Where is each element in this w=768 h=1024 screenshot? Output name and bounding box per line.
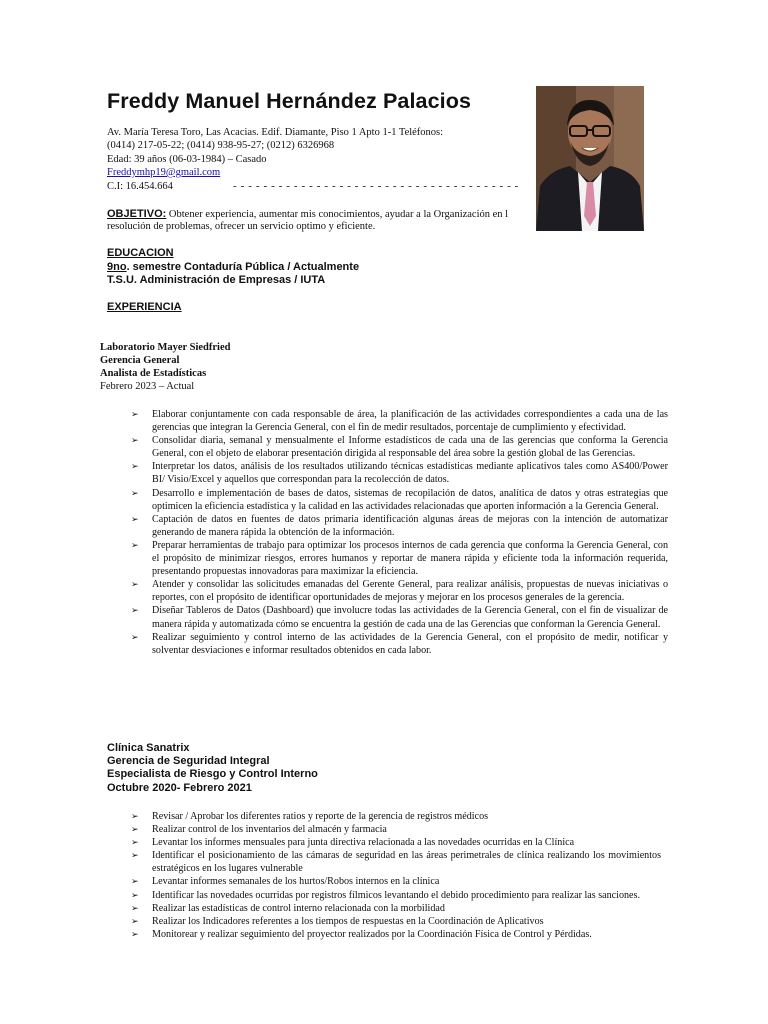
- bullet-arrow-icon: ➢: [131, 513, 139, 524]
- job2-bullet-text: Realizar control de los inventarios del almacén y farmacia: [152, 824, 387, 836]
- bullet-arrow-icon: ➢: [131, 579, 139, 590]
- job1-bullet-item: [131, 539, 668, 578]
- bullet-arrow-icon: ➢: [131, 915, 139, 926]
- ci-line: C.I: 16.454.664: [107, 181, 173, 192]
- experience-heading: EXPERIENCIA: [107, 301, 182, 313]
- bullet-arrow-icon: ➢: [131, 409, 139, 419]
- job2-bullet-item: [131, 902, 661, 915]
- job1-bullet-text: Captación de datos en fuentes de datos primaria identificación algunas áreas de mejoras con la intención de automatizar generando de manera rápida la obtención de la información.: [152, 513, 668, 538]
- job2-bullet-text: Monitorear y realizar seguimiento del proyector realizados por la Coordinación Física de Control y Pérdidas.: [152, 928, 592, 940]
- bullet-arrow-icon: ➢: [131, 837, 139, 848]
- job2-bullet-text: Levantar informes semanales de los hurtos/Robos internos en la clínica: [152, 876, 440, 888]
- education-heading: EDUCACION: [107, 247, 174, 259]
- job1-bullet-item: [131, 487, 668, 513]
- bullet-arrow-icon: ➢: [131, 461, 139, 472]
- job1-bullet-item: [131, 460, 668, 486]
- objective-label: OBJETIVO:: [107, 208, 167, 220]
- job1-role: Analista de Estadísticas: [100, 368, 207, 379]
- job2-bullet-text: Levantar los informes mensuales para junta directiva relacionada a las novedades ocurridas en la Clínica: [152, 837, 575, 849]
- bullet-arrow-icon: ➢: [131, 811, 139, 821]
- candidate-name: Freddy Manuel Hernández Palacios: [107, 89, 472, 113]
- job1-bullet-item: [131, 513, 668, 539]
- objective-text-line2: resolución de problemas, ofrecer un servicio optimo y eficiente.: [107, 221, 376, 232]
- job2-bullet-text: Identificar el posicionamiento de las cámaras de seguridad en las áreas perimetrales de clínica realizando los movimientos estratégicos en los lugares vulnerable: [152, 850, 661, 875]
- job1-department: Gerencia General: [100, 355, 180, 366]
- job2-department: Gerencia de Seguridad Integral: [107, 755, 270, 767]
- job1-bullet-text: Elaborar conjuntamente con cada responsable de área, la planificación de las actividades correspondientes a cada una de las gerencias que integran la Gerencia General, con el fin de medir resultados, porcentaje de cumplimiento y efectividad.: [152, 409, 668, 434]
- job1-bullet-item: [131, 408, 668, 434]
- bullet-arrow-icon: ➢: [131, 876, 139, 887]
- job1-company: Laboratorio Mayer Siedfried: [100, 342, 231, 353]
- education-line-1: [107, 261, 359, 273]
- age-line: Edad: 39 años (06-03-1984) – Casado: [107, 154, 267, 165]
- bullet-arrow-icon: ➢: [131, 824, 139, 835]
- job2-bullet-text: Identificar las novedades ocurridas por registros fílmicos levantando el debido procedimiento para realizar las sanciones.: [152, 889, 640, 901]
- bullet-arrow-icon: ➢: [131, 435, 139, 446]
- objective-line: [107, 208, 527, 221]
- job2-bullet-item: [131, 823, 661, 836]
- job2-bullet-text: Realizar los Indicadores referentes a los tiempos de respuestas en la Coordinación de Aplicativos: [152, 915, 544, 927]
- job1-bullet-text: Consolidar diaria, semanal y mensualmente el Informe estadísticos de cada una de las gerencias que conforma la Gerencia General, con el objeto de elaborar presentación dirigida al responsable del área sobre la gestión global de las Gerencias.: [152, 435, 668, 460]
- job1-bullet-text: Atender y consolidar las solicitudes emanadas del Gerente General, para realizar análisis, propuestas de nuevas iniciativas o reportes, con el propósito de identificar oportunidades de mejoras y mejorar en los procesos generales de la gerencia.: [152, 579, 668, 604]
- phone-line: (0414) 217-05-22; (0414) 938-95-27; (0212) 6326968: [107, 140, 335, 151]
- objective-text: Obtener experiencia, aumentar mis conocimientos, ayudar a la Organización en l: [166, 209, 509, 220]
- job2-bullet-item: [131, 810, 661, 823]
- bullet-arrow-icon: ➢: [131, 850, 139, 861]
- job2-bullet-item: [131, 889, 661, 902]
- job1-bullet-text: Preparar herramientas de trabajo para optimizar los procesos internos de cada gerencia que conforma la Gerencia General, con el propósito de minimizar riesgos, errores humanos y reportar de manera rápida y eficiente toda la información requerida, presentando propuestas innovadoras para maximizar la eficiencia.: [152, 539, 668, 578]
- bullet-arrow-icon: ➢: [131, 487, 139, 498]
- job1-bullet-item: [131, 578, 668, 604]
- job2-bullet-item: [131, 928, 661, 941]
- job1-bullet-text: Desarrollo e implementación de bases de datos, sistemas de recopilación de datos, analítica de datos y otras estrategias que optimicen la eficiencia estadística y la calidad en las actividades relacionadas que aporten información a la Gerencia General.: [152, 487, 668, 512]
- job1-bullet-list: [131, 408, 668, 657]
- job1-period: Febrero 2023 – Actual: [100, 381, 195, 392]
- job2-bullet-item: [131, 875, 661, 888]
- job2-company: Clínica Sanatrix: [107, 742, 190, 754]
- bullet-arrow-icon: ➢: [131, 631, 139, 642]
- profile-photo-image: [536, 86, 644, 231]
- job2-period: Octubre 2020- Febrero 2021: [107, 782, 252, 794]
- email-text[interactable]: Freddymhp19@gmail.com: [107, 167, 221, 178]
- email-link[interactable]: [107, 167, 220, 179]
- bullet-arrow-icon: ➢: [131, 902, 139, 913]
- bullet-arrow-icon: ➢: [131, 605, 139, 616]
- job1-bullet-text: Realizar seguimiento y control interno de las actividades de la Gerencia General, con el propósito de medir, notificar y solventar desviaciones e informar resultados obtenidos en cada labor.: [152, 631, 668, 656]
- education-ordinal: 9no: [107, 261, 127, 273]
- job2-role: Especialista de Riesgo y Control Interno: [107, 768, 318, 780]
- bullet-arrow-icon: ➢: [131, 928, 139, 939]
- address-line: Av. María Teresa Toro, Las Acacias. Edif. Diamante, Piso 1 Apto 1-1 Teléfonos:: [107, 127, 444, 138]
- job2-bullet-text: Revisar / Aprobar los diferentes ratios y reporte de la gerencia de registros médicos: [152, 811, 489, 822]
- job2-bullet-item: [131, 915, 661, 928]
- job1-bullet-text: Diseñar Tableros de Datos (Dashboard) que involucre todas las actividades de la Gerencia General, con el fin de visualizar de manera rápida y automatizada cómo se encuentra la gestión de cada una de las Gerencias que conforman la Gerencia General.: [152, 605, 668, 630]
- bullet-arrow-icon: ➢: [131, 539, 139, 550]
- job1-bullet-item: [131, 631, 668, 657]
- dashed-separator: - - - - - - - - - - - - - - - - - - - - - - - - - - - - - - - - - - - - - -: [233, 180, 519, 192]
- job1-bullet-item: [131, 434, 668, 460]
- job1-bullet-text: Interpretar los datos, análisis de los resultados utilizando técnicas estadísticas mediante aplicativos tales como AS400/Power BI/ Visio/Excel y aquellos que correspondan para la recolección de datos.: [152, 461, 668, 486]
- job1-bullet-item: [131, 604, 668, 630]
- education-degree-1: . semestre Contaduría Pública / Actualmente: [126, 261, 360, 273]
- job2-bullet-text: Realizar las estadísticas de control interno relacionada con la morbilidad: [152, 902, 445, 914]
- job2-bullet-item: [131, 836, 661, 849]
- profile-photo: [536, 86, 644, 231]
- bullet-arrow-icon: ➢: [131, 889, 139, 900]
- education-line-2: T.S.U. Administración de Empresas / IUTA: [107, 274, 326, 286]
- job2-bullet-list: [131, 810, 661, 941]
- job2-bullet-item: [131, 849, 661, 875]
